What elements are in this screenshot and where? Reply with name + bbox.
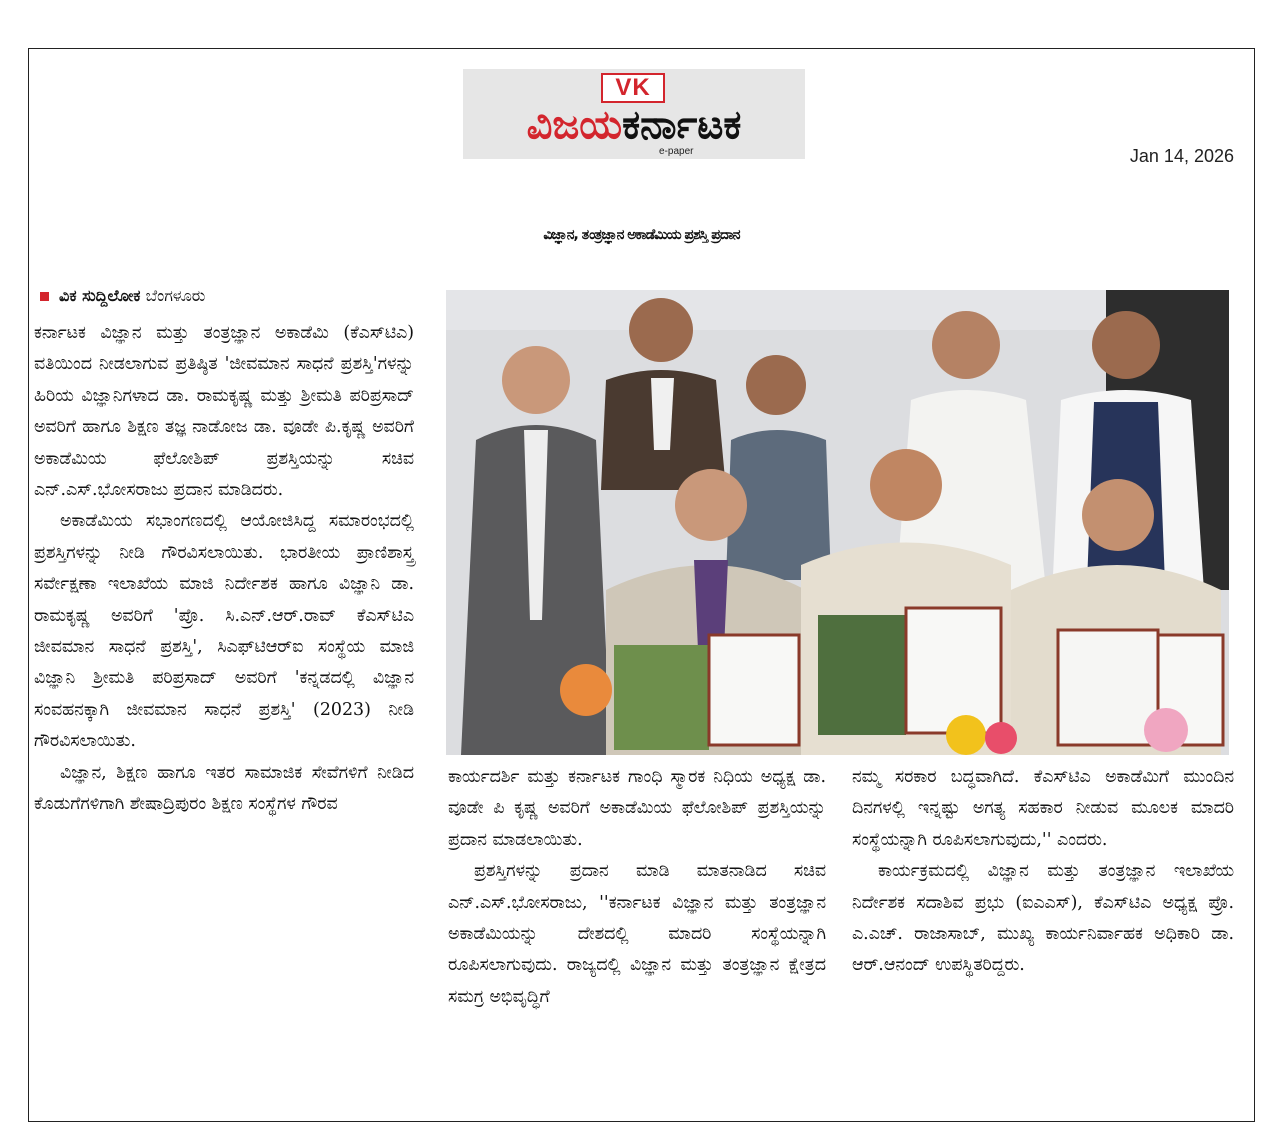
brand-name-part2: ಕರ್ನಾಟಕ xyxy=(622,102,742,148)
award-ceremony-photo xyxy=(446,290,1229,755)
article-paragraph: ನಮ್ಮ ಸರಕಾರ ಬದ್ಧವಾಗಿದೆ. ಕೆಎಸ್‌ಟಿಎ ಅಕಾಡೆಮಿಗೆ ಮುಂದಿನ ದಿನಗಳಲ್ಲಿ ಇನ್ನಷ್ಟು ಅಗತ್ಯ ಸಹಕಾರ ನೀಡುವ ಮೂಲಕ ಮಾದರಿ ಸಂಸ್ಥೆಯನ್ನಾಗಿ ರೂಪಿಸಲಾಗುವುದು,'' ಎಂದರು. xyxy=(852,767,1234,850)
article-paragraph: ಪ್ರಶಸ್ತಿಗಳನ್ನು ಪ್ರದಾನ ಮಾಡಿ ಮಾತನಾಡಿದ ಸಚಿವ ಎನ್.ಎಸ್.ಭೋಸರಾಜು, ''ಕರ್ನಾಟಕ ವಿಜ್ಞಾನ ಮತ್ತು ತಂತ್ರಜ್ಞಾನ ಅಕಾಡೆಮಿಯನ್ನು ದೇಶದಲ್ಲಿ ಮಾದರಿ ಸಂಸ್ಥೆಯನ್ನಾಗಿ ರೂಪಿಸಲಾಗುವುದು. ರಾಜ್ಯದಲ್ಲಿ ವಿಜ್ಞಾನ ಮತ್ತು ತಂತ್ರಜ್ಞಾನ ಕ್ಷೇತ್ರದ ಸಮಗ್ರ ಅಭಿವೃದ್ಧಿಗೆ xyxy=(448,861,826,1007)
vk-badge: VK xyxy=(601,73,665,103)
article-paragraph: ಕರ್ನಾಟಕ ವಿಜ್ಞಾನ ಮತ್ತು ತಂತ್ರಜ್ಞಾನ ಅಕಾಡೆಮಿ (ಕೆಎಸ್‌ಟಿಎ) ವತಿಯಿಂದ ನೀಡಲಾಗುವ ಪ್ರತಿಷ್ಠಿತ 'ಜೀವಮಾನ ಸಾಧನೆ ಪ್ರಶಸ್ತಿ'ಗಳನ್ನು ಹಿರಿಯ ವಿಜ್ಞಾನಿಗಳಾದ ಡಾ. ರಾಮಕೃಷ್ಣ ಮತ್ತು ಶ್ರೀಮತಿ ಪರಿಪ್ರಸಾದ್ ಅವರಿಗೆ ಹಾಗೂ ಶಿಕ್ಷಣ ತಜ್ಞ ನಾಡೋಜ ಡಾ. ವೂಡೇ ಪಿ.ಕೃಷ್ಣ ಅವರಿಗೆ ಅಕಾಡೆಮಿಯ ಫೆಲೋಶಿಪ್ ಪ್ರಶಸ್ತಿಯನ್ನು ಸಚಿವ ಎನ್.ಎಸ್.ಭೋಸರಾಜು ಪ್ರದಾನ ಮಾಡಿದರು. xyxy=(34,323,414,501)
article-column-3 xyxy=(852,762,1234,982)
article-column-1 xyxy=(34,318,414,821)
article-paragraph: ವಿಜ್ಞಾನ, ಶಿಕ್ಷಣ ಹಾಗೂ ಇತರ ಸಾಮಾಜಿಕ ಸೇವೆಗಳಿಗೆ ನೀಡಿದ ಕೊಡುಗೆಗಳಿಗಾಗಿ ಶೇಷಾದ್ರಿಪುರಂ ಶಿಕ್ಷಣ ಸಂಸ್ಥೆಗಳ ಗೌರವ xyxy=(34,762,414,815)
article-paragraph: ಕಾರ್ಯಕ್ರಮದಲ್ಲಿ ವಿಜ್ಞಾನ ಮತ್ತು ತಂತ್ರಜ್ಞಾನ ಇಲಾಖೆಯ ನಿರ್ದೇಶಕ ಸದಾಶಿವ ಪ್ರಭು (ಐಎಎಸ್), ಕೆಎಸ್‌ಟಿಎ ಅಧ್ಯಕ್ಷ ಪ್ರೊ. ಎ.ಎಚ್. ರಾಜಾಸಾಬ್, ಮುಖ್ಯ ಕಾರ್ಯನಿರ್ವಾಹಕ ಅಧಿಕಾರಿ ಡಾ. ಆರ್.ಆನಂದ್ ಉಪಸ್ಥಿತರಿದ್ದರು. xyxy=(852,861,1234,976)
epaper-tagline: e-paper xyxy=(659,146,694,157)
article-column-2 xyxy=(448,762,826,1013)
article-paragraph: ಕಾರ್ಯದರ್ಶಿ ಮತ್ತು ಕರ್ನಾಟಕ ಗಾಂಧಿ ಸ್ಮಾರಕ ನಿಧಿಯ ಅಧ್ಯಕ್ಷ ಡಾ. ವೂಡೇ ಪಿ ಕೃಷ್ಣ ಅವರಿಗೆ ಅಕಾಡೆಮಿಯ ಫೆಲೋಶಿಪ್ ಪ್ರಶಸ್ತಿಯನ್ನು ಪ್ರದಾನ ಮಾಡಲಾಯಿತು. xyxy=(448,767,826,850)
brand-name xyxy=(463,101,805,149)
photo-illustration xyxy=(446,290,1229,755)
byline-source: ವಿಕ ಸುದ್ದಿಲೋಕ xyxy=(59,286,141,305)
byline-marker xyxy=(40,292,49,301)
issue-date: Jan 14, 2026 xyxy=(1129,146,1234,166)
article-paragraph: ಅಕಾಡೆಮಿಯ ಸಭಾಂಗಣದಲ್ಲಿ ಆಯೋಜಿಸಿದ್ದ ಸಮಾರಂಭದಲ್ಲಿ ಪ್ರಶಸ್ತಿಗಳನ್ನು ನೀಡಿ ಗೌರವಿಸಲಾಯಿತು. ಭಾರತೀಯ ಪ್ರಾಣಿಶಾಸ್ತ್ರ ಸರ್ವೇಕ್ಷಣಾ ಇಲಾಖೆಯ ಮಾಜಿ ನಿರ್ದೇಶಕ ಹಾಗೂ ವಿಜ್ಞಾನಿ ಡಾ. ರಾಮಕೃಷ್ಣ ಅವರಿಗೆ 'ಪ್ರೊ. ಸಿ.ಎನ್.ಆರ್.ರಾವ್ ಕೆಎಸ್‌ಟಿಎ ಜೀವಮಾನ ಸಾಧನೆ ಪ್ರಶಸ್ತಿ', ಸಿಎಫ್‌ಟಿಆರ್‌ಐ ಸಂಸ್ಥೆಯ ಮಾಜಿ ವಿಜ್ಞಾನಿ ಶ್ರೀಮತಿ ಪರಿಪ್ರಸಾದ್ ಅವರಿಗೆ 'ಕನ್ನಡದಲ್ಲಿ ವಿಜ್ಞಾನ ಸಂವಹನಕ್ಕಾಗಿ ಜೀವಮಾನ ಸಾಧನೆ ಪ್ರಶಸ್ತಿ' (2023) ನೀಡಿ ಗೌರವಿಸಲಾಯಿತು. xyxy=(34,511,414,752)
byline xyxy=(40,286,205,306)
brand-name-part1: ವಿಜಯ xyxy=(526,102,623,148)
masthead-logo xyxy=(463,69,805,159)
byline-place: ಬೆಂಗಳೂರು xyxy=(145,286,206,305)
article-headline: ವಿಜ್ಞಾನ, ತಂತ್ರಜ್ಞಾನ ಅಕಾಡೆಮಿಯ ಪ್ರಶಸ್ತಿ ಪ್ರದಾನ xyxy=(543,227,740,243)
